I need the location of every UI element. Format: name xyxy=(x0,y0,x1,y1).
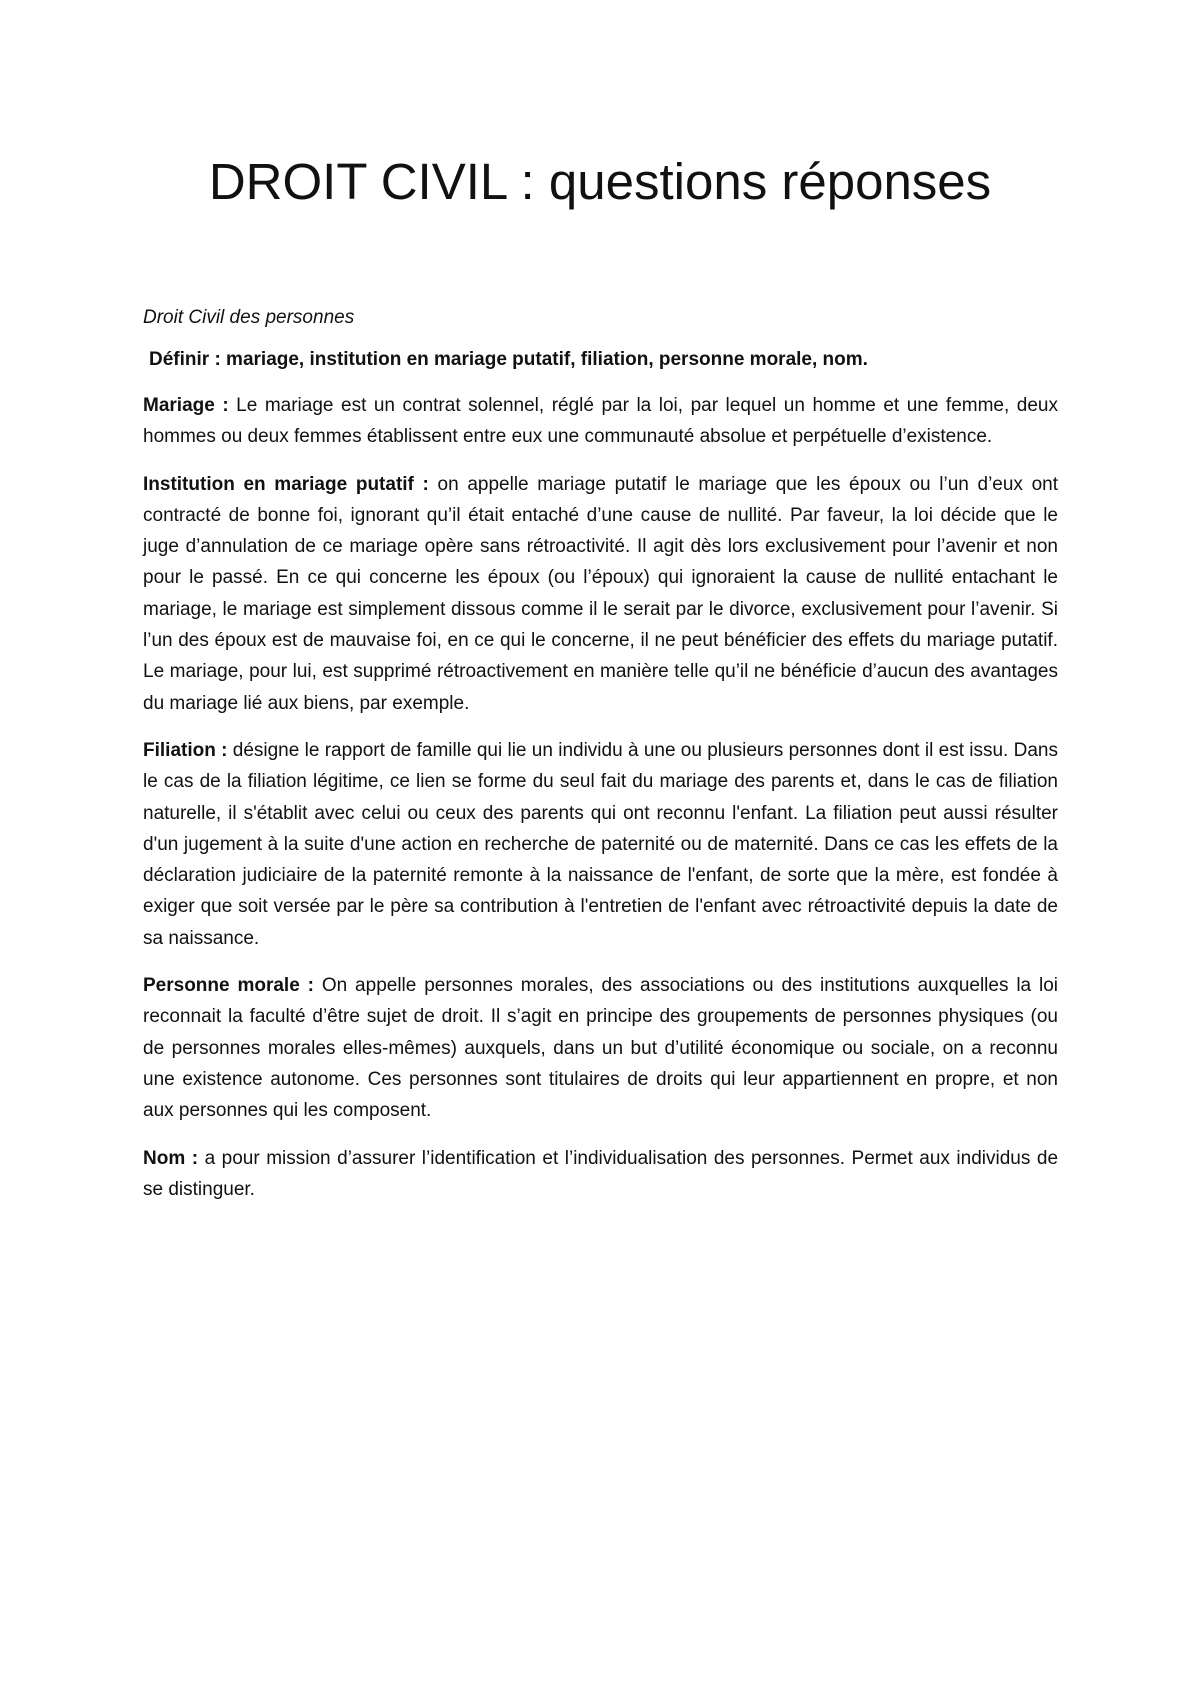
term-personne-morale: Personne morale : xyxy=(143,975,314,997)
definition-nom: a pour mission d’assurer l’identification et l’individualisation des personnes. Permet aux individus de se distinguer. xyxy=(143,1147,1059,1200)
document-body xyxy=(143,302,1058,1221)
paragraph-filiation xyxy=(143,735,1058,954)
paragraph-nom xyxy=(143,1143,1058,1206)
document-title: DROIT CIVIL : questions réponses xyxy=(208,153,992,210)
term-filiation: Filiation : xyxy=(143,739,228,761)
paragraph-mariage xyxy=(143,390,1058,453)
paragraph-mariage-putatif xyxy=(143,469,1058,719)
section-subtitle: Droit Civil des personnes xyxy=(143,307,355,328)
definition-mariage: Le mariage est un contrat solennel, réglé par la loi, par lequel un homme et une femme, deux hommes ou deux femmes établissent entre eux une communauté absolue et perpétuelle d’existence. xyxy=(143,395,1058,448)
definition-filiation: désigne le rapport de famille qui lie un individu à une ou plusieurs personnes dont il est issu. Dans le cas de la filiation légitime, ce lien se forme du seul fait du mariage des parents et, dans le cas de filiation naturelle, il s'établit avec celui ou ceux des parents qui ont reconnu l'enfant. La filiation peut aussi résulter d'un jugement à la suite d'une action en recherche de paternité ou de maternité. Dans ce cas les effets de la déclaration judiciaire de la paternité remonte à la naissance de l'enfant, de sorte que la mère, est fondée à exiger que soit versée par le père sa contribution à l'entretien de l'enfant avec rétroactivité depuis la date de sa naissance. xyxy=(143,739,1058,949)
term-mariage: Mariage : xyxy=(143,395,229,416)
paragraph-personne-morale xyxy=(143,970,1058,1126)
define-line: Définir : mariage, institution en mariage putatif, filiation, personne morale, nom. xyxy=(149,349,868,370)
term-nom: Nom : xyxy=(143,1147,199,1169)
definition-mariage-putatif: on appelle mariage putatif le mariage que les époux ou l’un d’eux ont contracté de bonne foi, ignorant qu’il était entaché d’une cause de nullité. Par faveur, la loi décide que le juge d’annulation de ce mariage opère sans rétroactivité. Il agit dès lors exclusivement pour l’avenir et non pour le passé. En ce qui concerne les époux (ou l’époux) qui ignoraient la cause de nullité entachant le mariage, le mariage est simplement dissous comme il le serait par le divorce, exclusivement pour l’avenir. Si l’un des époux est de mauvaise foi, en ce qui le concerne, il ne peut bénéficier des effets du mariage putatif. Le mariage, pour lui, est supprimé rétroactivement en manière telle qu’il ne bénéficie d’aucun des avantages du mariage lié aux biens, par exemple. xyxy=(143,473,1059,714)
term-mariage-putatif: Institution en mariage putatif : xyxy=(143,473,429,495)
definition-personne-morale: On appelle personnes morales, des associations ou des institutions auxquelles la loi reconnait la faculté d’être sujet de droit. Il s’agit en principe des groupements de personnes physiques (ou de personnes morales elles-mêmes) auxquels, dans un but d’utilité économique ou sociale, on a reconnu une existence autonome. Ces personnes sont titulaires de droits qui leur appartiennent en propre, et non aux personnes qui les composent. xyxy=(143,975,1058,1122)
